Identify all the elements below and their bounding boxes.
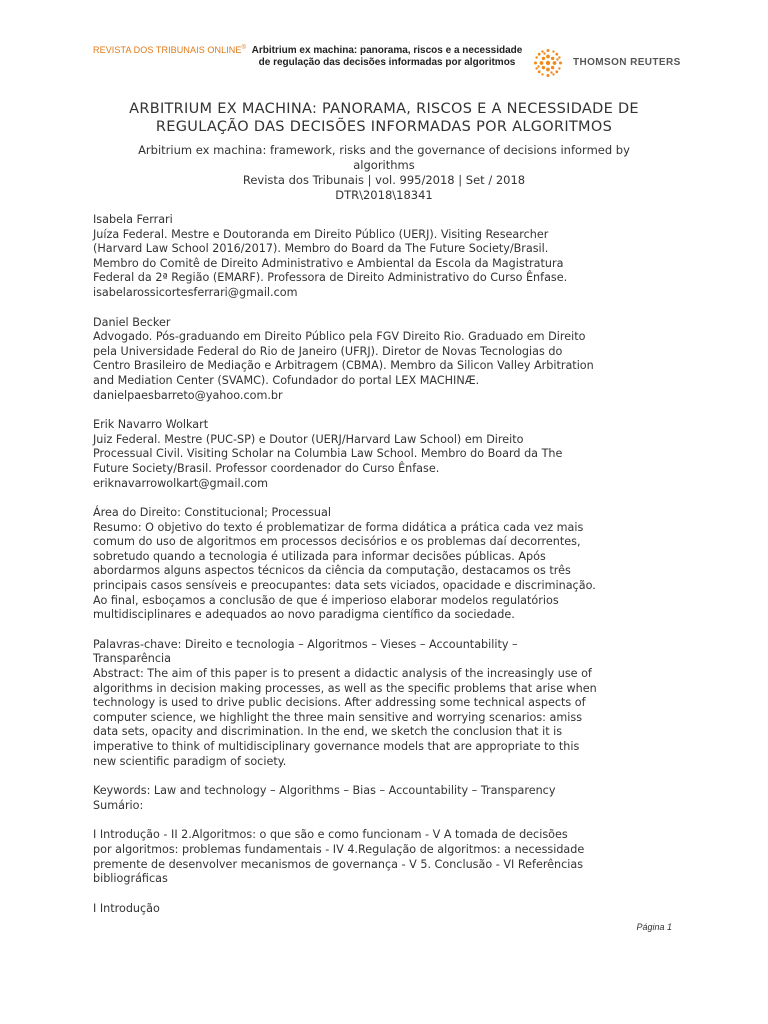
resumo-paragraph: Área do Direito: Constitucional; Processual Resumo: O objetivo do texto é problematizar de forma didática a prática cada vez mais comum do uso de algoritmos em processos decisórios e os problemas daí decorrentes, sobretudo quando a tecnologia é utilizada para informar decisões públicas. Após abordarmos alguns aspectos técnicos da ciência da computação, destacamos os três principais casos sensíveis e preocupantes: data sets viciados, opacidade e discriminação. Ao final, esboçamos a conclusão de que é imperioso elaborar modelos regulatórios multidisciplinares e adequados ao novo paradigma científico da sociedade.: [93, 506, 596, 622]
page-header: [0, 0, 768, 90]
page-number: Página 1: [636, 922, 672, 932]
author-block-ferrari: Isabela Ferrari Juíza Federal. Mestre e Doutoranda em Direito Público (UERJ). Visiting Researcher (Harvard Law School 2016/2017). Membro do Board da The Future Society/Brasil. Membro do Comitê de Direito Administrativo e Ambiental da Escola da Magistratura Federal da 2ª Região (EMARF). Professora de Direito Administrativo do Curso Ênfase. isabelarossicortesferrari@gmail.com: [93, 213, 683, 301]
author-name: Erik Navarro Wolkart: [93, 418, 209, 432]
author-name: Isabela Ferrari: [93, 213, 173, 226]
journal-info: Revista dos Tribunais | vol. 995/2018 | Set / 2018: [242, 173, 526, 187]
keywords-paragraph: Keywords: Law and technology – Algorithms – Bias – Accountability – Transparency Sumário:: [93, 784, 556, 812]
document-title: ARBITRIUM EX MACHINA: PANORAMA, RISCOS E A NECESSIDADE DE REGULAÇÃO DAS DECISÕES INFORMADAS POR ALGORITMOS: [129, 101, 639, 135]
author-block-becker: Daniel Becker Advogado. Pós-graduando em Direito Público pela FGV Direito Rio. Graduado em Direito pela Universidade Federal do Rio de Janeiro (UFRJ). Diretor de Novas Tecnologias do Centro Brasileiro de Mediação e Arbitragem (CBMA). Membro da Silicon Valley Arbitration and Mediation Center (SVAMC). Cofundador do portal LEX MACHINÆ. danielpaesbarreto@yahoo.com.br: [93, 316, 683, 404]
brand-name: REVISTA DOS TRIBUNAIS ONLINE®: [93, 45, 247, 55]
header-article-title: Arbitrium ex machina: panorama, riscos e a necessidade de regulação das decisões informadas por algoritmos: [251, 45, 523, 68]
publisher-name: THOMSON REUTERS: [573, 57, 681, 68]
abstract-paragraph: Palavras-chave: Direito e tecnologia – Algoritmos – Vieses – Accountability – Transparência Abstract: The aim of this paper is to present a didactic analysis of the increasingly use of algorithms in decision making processes, as well as the specific problems that arise when technology is used to drive public decisions. After addressing some technical aspects of computer science, we highlight the three main sensitive and worrying scenarios: amiss data sets, opacity and discrimination. In the end, we sketch the conclusion that it is imperative to think of multidisciplinary governance models that are appropriate to this new scientific paradigm of society.: [93, 637, 597, 768]
author-block-wolkart: Erik Navarro Wolkart Juiz Federal. Mestre (PUC-SP) e Doutor (UERJ/Harvard Law School) em Direito Processual Civil. Visiting Scholar na Columbia Law School. Membro do Board da The Future Society/Brasil. Professor coordenador do Curso Ênfase. eriknavarrowolkart@gmail.com: [93, 418, 683, 491]
author-email: isabelarossicortesferrari@gmail.com: [93, 285, 298, 299]
sumario-paragraph: I Introdução - II 2.Algoritmos: o que são e como funcionam - V A tomada de decisões por algoritmos: problemas fundamentais - IV 4.Regulação de algoritmos: a necessidade premente de desenvolver mecanismos de governança - V 5. Conclusão - VI Referências bibliográficas: [93, 828, 585, 886]
document-subtitle: Arbitrium ex machina: framework, risks and the governance of decisions informed by algorithms Revista dos Tribunais | vol. 995/2018 | Set / 2018 DTR\2018\18341: [93, 143, 675, 203]
thomson-reuters-logo-icon: [531, 46, 565, 80]
author-name: Daniel Becker: [93, 315, 171, 329]
author-email: danielpaesbarreto@yahoo.com.br: [93, 388, 283, 402]
section-heading: I Introdução: [93, 901, 160, 915]
document-body: [93, 213, 683, 931]
author-email: eriknavarrowolkart@gmail.com: [93, 476, 269, 490]
document-code: DTR\2018\18341: [335, 188, 433, 202]
